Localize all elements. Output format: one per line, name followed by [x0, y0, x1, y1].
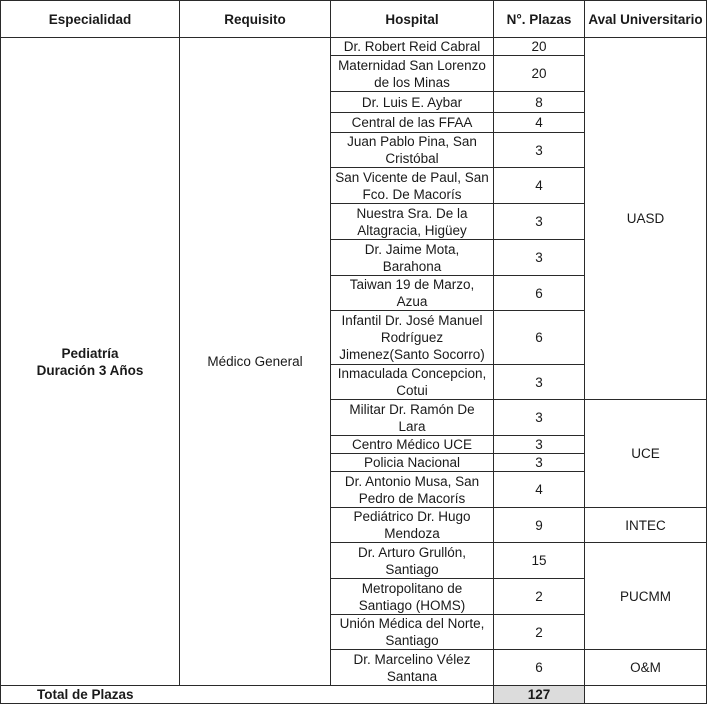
plazas-cell: 4 [494, 113, 585, 133]
hospital-cell: Dr. Marcelino Vélez Santana [331, 650, 494, 686]
plazas-cell: 6 [494, 276, 585, 311]
especialidad-cell [1, 38, 180, 686]
header-aval: Aval Universitario [585, 1, 707, 38]
total-row [1, 686, 707, 704]
plazas-cell: 2 [494, 579, 585, 615]
aval-pucmm: PUCMM [585, 543, 707, 650]
header-hospital: Hospital [331, 1, 494, 38]
aval-uasd: UASD [585, 38, 707, 400]
plazas-cell: 3 [494, 400, 585, 436]
hospital-cell: Dr. Arturo Grullón, Santiago [331, 543, 494, 579]
plazas-cell: 4 [494, 168, 585, 204]
plazas-cell: 20 [494, 56, 585, 92]
hospital-cell: Dr. Robert Reid Cabral [331, 38, 494, 56]
plazas-cell: 6 [494, 650, 585, 686]
hospital-cell: Dr. Antonio Musa, San Pedro de Macorís [331, 472, 494, 508]
hospital-cell: Infantil Dr. José Manuel Rodríguez Jimenez(Santo Socorro) [331, 311, 494, 365]
plazas-cell: 3 [494, 240, 585, 276]
header-row [1, 1, 707, 38]
hospital-cell: Militar Dr. Ramón De Lara [331, 400, 494, 436]
total-empty-cell [585, 686, 707, 704]
plazas-cell: 3 [494, 365, 585, 400]
header-plazas: N°. Plazas [494, 1, 585, 38]
plazas-cell: 2 [494, 615, 585, 650]
hospital-cell: Inmaculada Concepcion, Cotui [331, 365, 494, 400]
hospital-cell: Unión Médica del Norte, Santiago [331, 615, 494, 650]
hospital-cell: San Vicente de Paul, San Fco. De Macorís [331, 168, 494, 204]
aval-uce: UCE [585, 400, 707, 508]
plazas-cell: 8 [494, 92, 585, 113]
plazas-cell: 9 [494, 508, 585, 543]
header-requisito: Requisito [180, 1, 331, 38]
plazas-cell: 4 [494, 472, 585, 508]
plazas-cell: 3 [494, 133, 585, 168]
aval-om: O&M [585, 650, 707, 686]
plazas-cell: 15 [494, 543, 585, 579]
total-value: 127 [494, 686, 585, 704]
hospital-cell: Nuestra Sra. De la Altagracia, Higüey [331, 204, 494, 240]
specialty-name: Pediatría [61, 345, 119, 361]
total-label: Total de Plazas [1, 686, 494, 704]
hospital-cell: Maternidad San Lorenzo de los Minas [331, 56, 494, 92]
hospital-cell: Centro Médico UCE [331, 436, 494, 454]
hospital-cell: Juan Pablo Pina, San Cristóbal [331, 133, 494, 168]
header-especialidad: Especialidad [1, 1, 180, 38]
plazas-cell: 3 [494, 436, 585, 454]
plazas-cell: 6 [494, 311, 585, 365]
hospital-cell: Policia Nacional [331, 454, 494, 472]
requisito-cell: Médico General [180, 38, 331, 686]
hospital-cell: Dr. Luis E. Aybar [331, 92, 494, 113]
plazas-cell: 3 [494, 204, 585, 240]
plazas-cell: 20 [494, 38, 585, 56]
hospital-cell: Central de las FFAA [331, 113, 494, 133]
hospital-cell: Taiwan 19 de Marzo, Azua [331, 276, 494, 311]
table-row [1, 38, 707, 56]
hospital-cell: Pediátrico Dr. Hugo Mendoza [331, 508, 494, 543]
hospital-cell: Dr. Jaime Mota, Barahona [331, 240, 494, 276]
plazas-cell: 3 [494, 454, 585, 472]
specialty-duration: Duración 3 Años [36, 362, 144, 378]
aval-intec: INTEC [585, 508, 707, 543]
hospital-cell: Metropolitano de Santiago (HOMS) [331, 579, 494, 615]
